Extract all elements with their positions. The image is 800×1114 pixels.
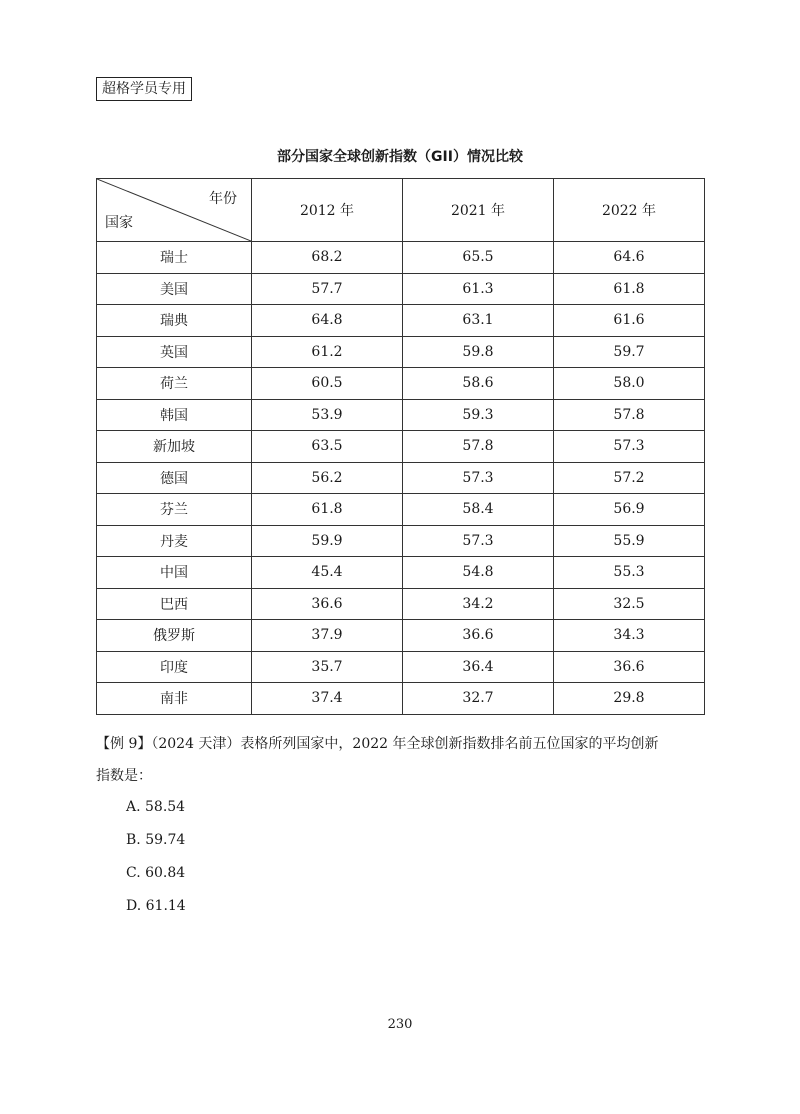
country-cell: 瑞士 [97,242,252,274]
table-row [97,273,705,305]
country-cell: 芬兰 [97,494,252,526]
country-cell: 新加坡 [97,431,252,463]
value-cell-2012: 59.9 [252,525,403,557]
country-cell: 中国 [97,557,252,589]
option-b[interactable]: B. 59.74 [126,832,186,848]
value-cell-2012: 68.2 [252,242,403,274]
country-cell: 南非 [97,683,252,715]
value-cell-2021: 36.4 [403,651,554,683]
country-cell: 印度 [97,651,252,683]
value-cell-2022: 29.8 [554,683,705,715]
value-cell-2012: 57.7 [252,273,403,305]
value-cell-2021: 58.4 [403,494,554,526]
table-row [97,683,705,715]
country-cell: 荷兰 [97,368,252,400]
value-cell-2021: 59.8 [403,336,554,368]
value-cell-2022: 34.3 [554,620,705,652]
value-cell-2012: 35.7 [252,651,403,683]
table-row [97,368,705,400]
value-cell-2022: 55.3 [554,557,705,589]
table-row [97,651,705,683]
table-row [97,525,705,557]
year-header-2022: 2022 年 [554,179,705,242]
value-cell-2022: 57.2 [554,462,705,494]
value-cell-2021: 59.3 [403,399,554,431]
value-cell-2012: 61.2 [252,336,403,368]
value-cell-2022: 55.9 [554,525,705,557]
year-header-2021: 2021 年 [403,179,554,242]
value-cell-2012: 64.8 [252,305,403,337]
question-line-1: 【例 9】（2024 天津）表格所列国家中，2022 年全球创新指数排名前五位国家的平均创新 [96,736,659,752]
value-cell-2021: 61.3 [403,273,554,305]
country-cell: 英国 [97,336,252,368]
value-cell-2021: 57.3 [403,462,554,494]
corner-header-cell [97,179,252,242]
value-cell-2022: 57.8 [554,399,705,431]
table-row [97,242,705,274]
value-cell-2022: 32.5 [554,588,705,620]
value-cell-2012: 45.4 [252,557,403,589]
value-cell-2012: 36.6 [252,588,403,620]
country-cell: 德国 [97,462,252,494]
value-cell-2021: 54.8 [403,557,554,589]
header-tag: 超格学员专用 [96,77,192,101]
value-cell-2021: 34.2 [403,588,554,620]
country-cell: 瑞典 [97,305,252,337]
value-cell-2021: 63.1 [403,305,554,337]
value-cell-2012: 56.2 [252,462,403,494]
value-cell-2012: 60.5 [252,368,403,400]
value-cell-2021: 32.7 [403,683,554,715]
option-c[interactable]: C. 60.84 [126,865,186,881]
option-d[interactable]: D. 61.14 [126,898,186,914]
value-cell-2021: 57.3 [403,525,554,557]
value-cell-2022: 58.0 [554,368,705,400]
table-header-row [97,179,705,242]
country-cell: 丹麦 [97,525,252,557]
value-cell-2021: 58.6 [403,368,554,400]
table-row [97,431,705,463]
value-cell-2022: 61.6 [554,305,705,337]
value-cell-2012: 53.9 [252,399,403,431]
value-cell-2022: 57.3 [554,431,705,463]
year-header-2012: 2012 年 [252,179,403,242]
country-cell: 俄罗斯 [97,620,252,652]
country-cell: 韩国 [97,399,252,431]
question-line-2: 指数是： [96,768,152,784]
table-row [97,462,705,494]
table-row [97,588,705,620]
value-cell-2012: 37.4 [252,683,403,715]
corner-country-label: 国家 [105,215,133,231]
table-row [97,494,705,526]
option-a[interactable]: A. 58.54 [126,799,186,815]
country-cell: 美国 [97,273,252,305]
value-cell-2012: 63.5 [252,431,403,463]
value-cell-2012: 37.9 [252,620,403,652]
table-row [97,557,705,589]
value-cell-2022: 61.8 [554,273,705,305]
value-cell-2012: 61.8 [252,494,403,526]
value-cell-2022: 56.9 [554,494,705,526]
table-title: 部分国家全球创新指数（GII）情况比较 [277,149,523,165]
country-cell: 巴西 [97,588,252,620]
page-number: 230 [387,1017,413,1032]
value-cell-2022: 36.6 [554,651,705,683]
table-row [97,305,705,337]
table-row [97,336,705,368]
value-cell-2021: 57.8 [403,431,554,463]
value-cell-2022: 64.6 [554,242,705,274]
value-cell-2021: 65.5 [403,242,554,274]
gii-table [96,178,705,715]
table-row [97,399,705,431]
value-cell-2022: 59.7 [554,336,705,368]
corner-year-label: 年份 [209,191,237,207]
value-cell-2021: 36.6 [403,620,554,652]
table-row [97,620,705,652]
